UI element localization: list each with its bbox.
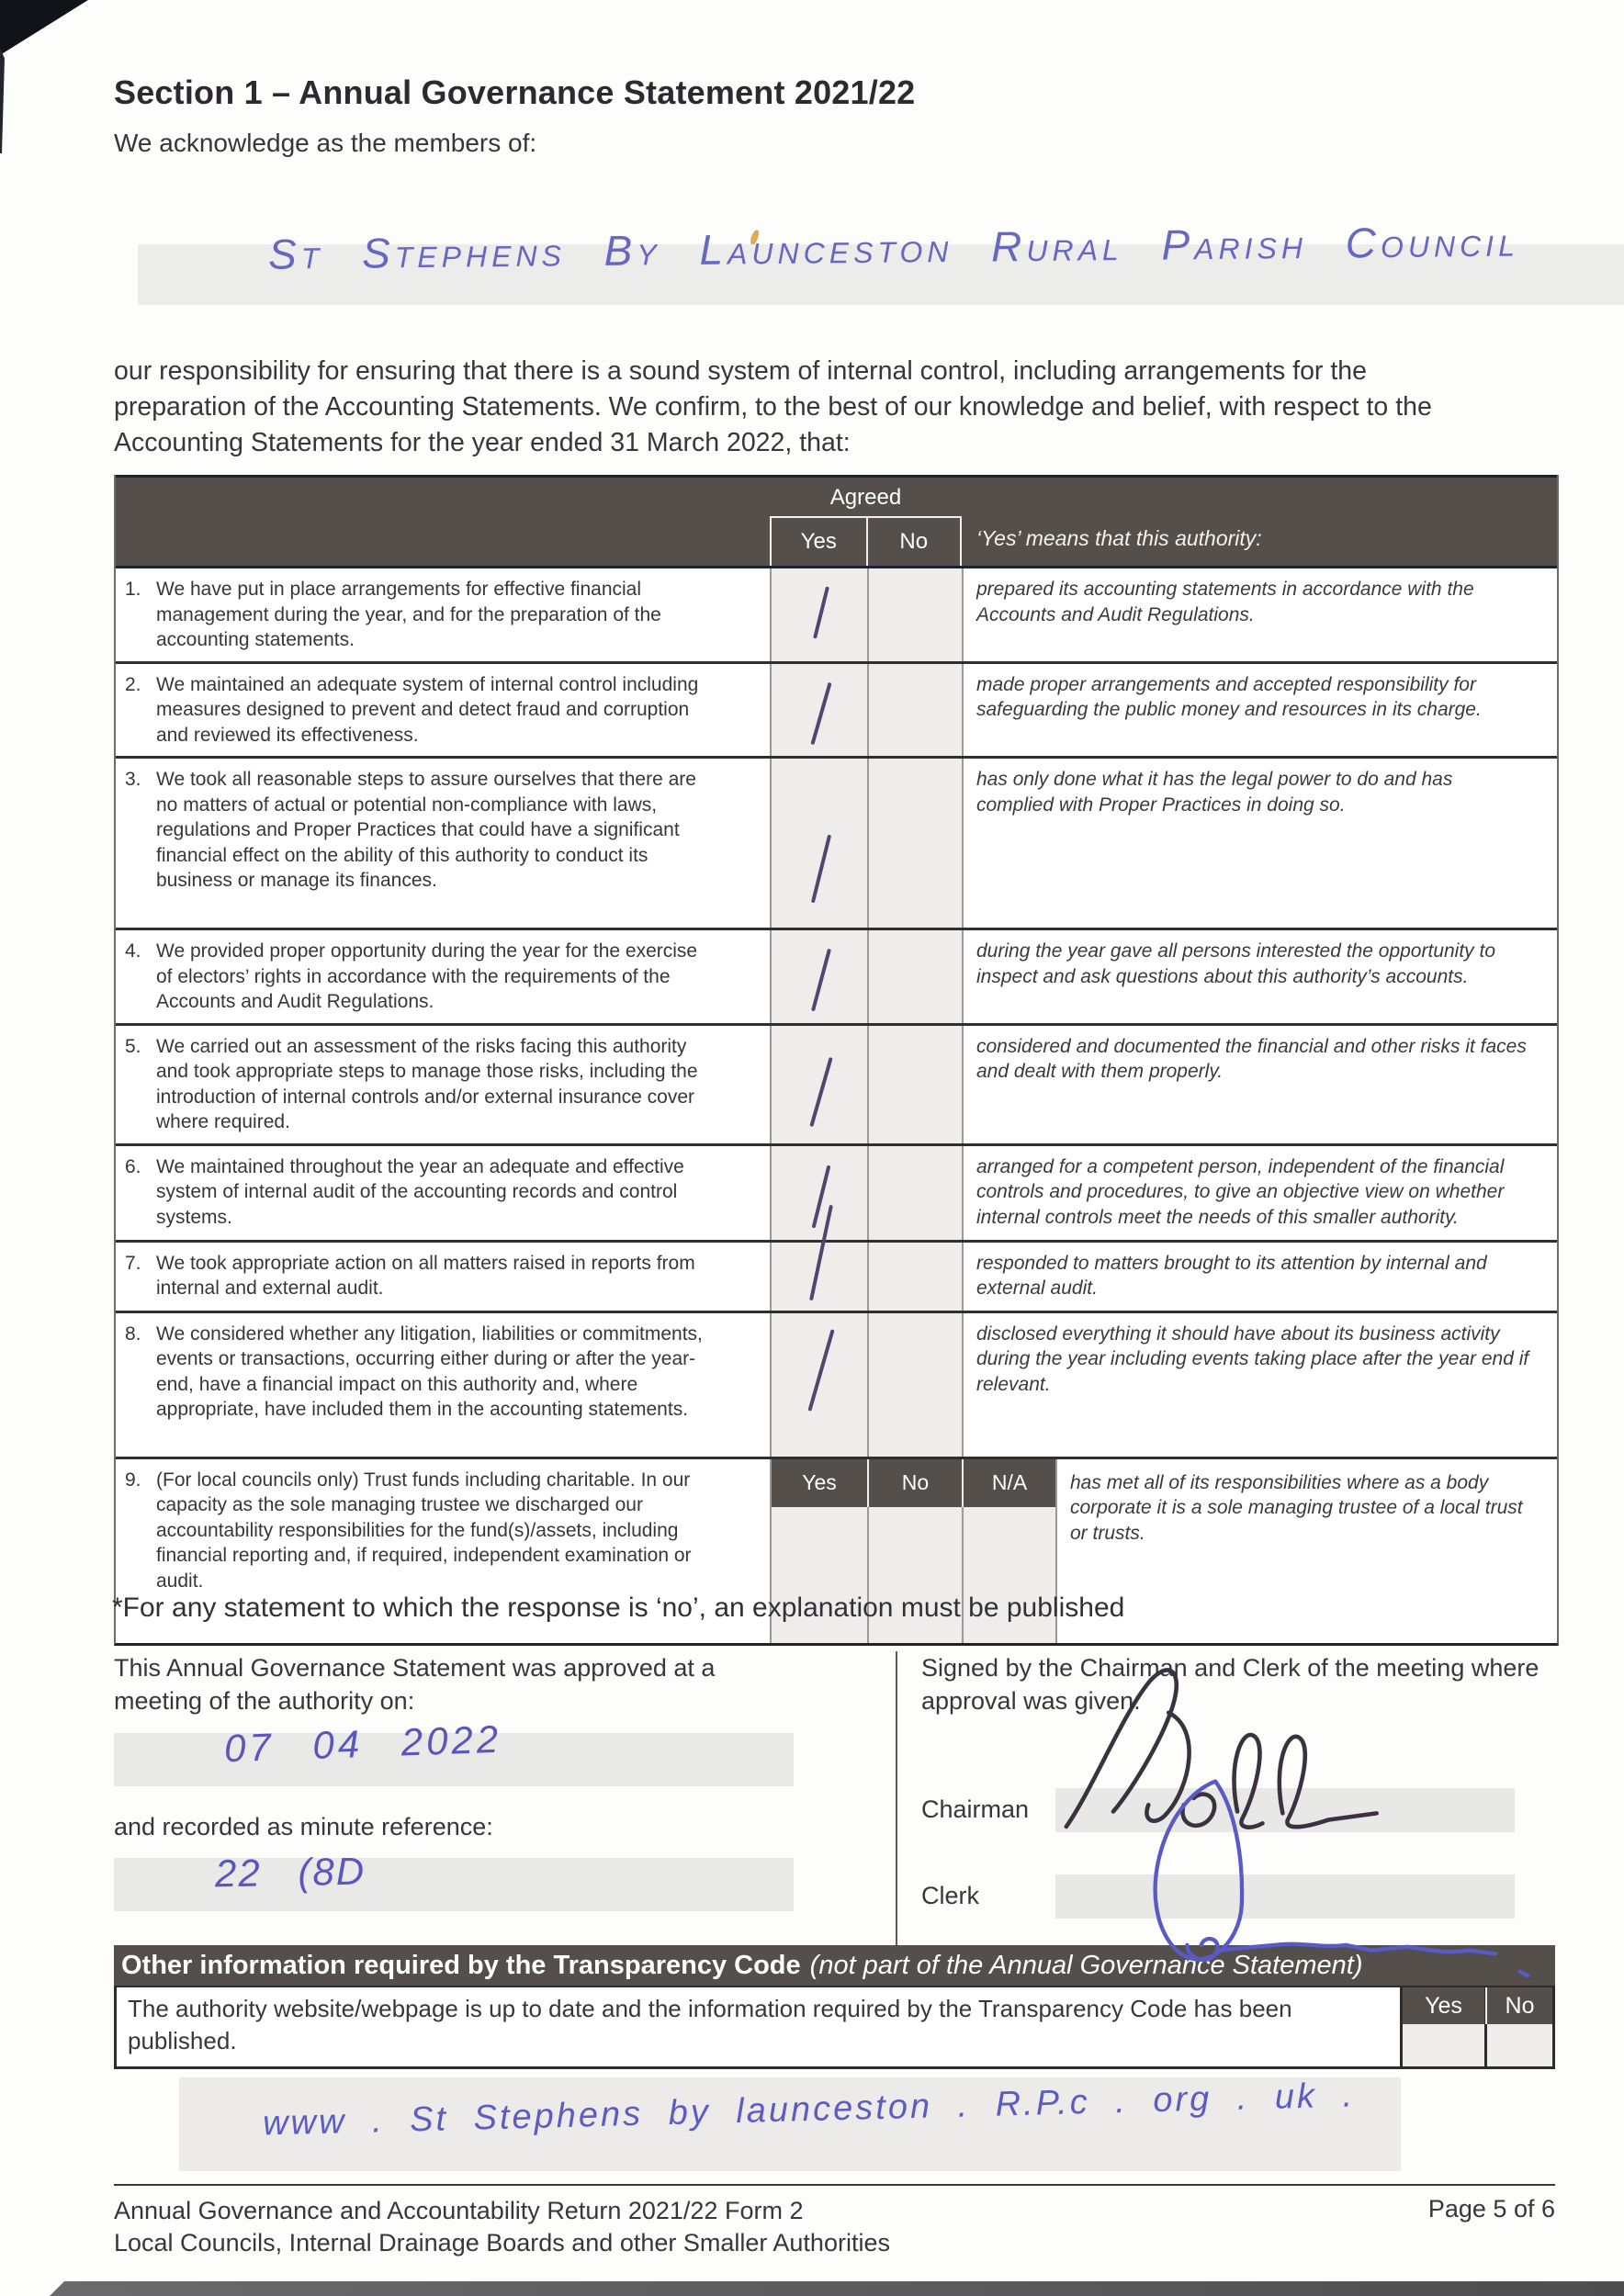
scan-corner-artifact [0,0,101,64]
transparency-yes-header: Yes [1403,1987,1484,2024]
yes-cell [770,568,867,661]
meaning-cell: made proper arrangements and accepted responsibility for safeguarding the public money and resources in its charge. [962,664,1557,757]
statement-cell [116,1146,770,1240]
statement-number: 4. [125,940,141,962]
tick-mark [811,948,831,1011]
meaning-cell: has met all of its responsibilities where as a body corporate it is a sole managing trustee of a local trust or trusts. [1055,1459,1557,1643]
statement-cell [116,1243,770,1311]
approval-date-field [114,1716,794,1786]
statement-number: 2. [125,673,141,695]
statement-text: We maintained throughout the year an adequate and effective system of internal audit of the accounting records and control systems. [156,1155,684,1228]
table-header-agreed [770,478,962,566]
trust-no-header: No [867,1459,962,1507]
approval-right-column [896,1651,1555,1945]
yes-cell [770,1146,867,1240]
governance-statement-table [114,475,1559,1646]
transparency-yes-cell [1400,1987,1484,2066]
clerk-label: Clerk [921,1882,980,1910]
transparency-statement-text: The authority website/webpage is up to date and the information required by the Transparency Code has been published. [128,1995,1292,2055]
statement-number: 7. [125,1252,141,1274]
trust-yes-header: Yes [772,1459,867,1507]
footer-line2: Local Councils, Internal Drainage Boards and other Smaller Authorities [114,2229,890,2257]
approval-statement-text: This Annual Governance Statement was approved at a meeting of the authority on: [114,1654,716,1716]
yes-cell [770,664,867,757]
transparency-statement-row [114,1986,1555,2069]
statement-text: We carried out an assessment of the risks facing this authority and took appropriate steps to manage those risks, including the introduction of internal controls and/or external insurance cover where required. [156,1035,698,1132]
statement-cell [116,664,770,757]
statement-row-7 [116,1240,1557,1311]
signed-by-text: Signed by the Chairman and Clerk of the meeting where approval was given: [921,1654,1539,1716]
footer-titles [114,2195,890,2259]
approval-left-column [114,1651,896,1945]
yes-cell [770,930,867,1023]
transparency-no-header: No [1485,1987,1552,2024]
page-title: Section 1 – Annual Governance Statement 2021/22 [114,73,916,111]
statement-row-2 [116,661,1557,757]
statement-text: We took appropriate action on all matters raised in reports from internal and external audit. [156,1252,695,1299]
yes-cell [770,1313,867,1457]
tick-mark [811,835,831,904]
statement-number: 3. [125,769,141,790]
statement-number: 1. [125,579,141,600]
page-number: Page 5 of 6 [1427,2195,1555,2223]
approval-section [114,1651,1555,1945]
no-cell [867,930,962,1023]
transparency-no-cell [1484,1987,1552,2066]
statement-text: We maintained an adequate system of internal control including measures designed to prevent and detect fraud and corruption and reviewed its effectiveness. [156,673,699,746]
statement-number: 6. [125,1155,141,1177]
statement-row-5 [116,1023,1557,1143]
no-column-header: No [866,518,961,566]
yes-no-header-box [770,516,962,566]
statement-row-4 [116,928,1557,1023]
statement-cell [116,1026,770,1143]
footer-line1: Annual Governance and Accountability Return 2021/22 Form 2 [114,2197,804,2224]
clerk-signature [1054,1773,1550,1984]
statement-row-6 [116,1143,1557,1240]
minute-reference-text: and recorded as minute reference: [114,1812,493,1840]
statement-row-1 [116,568,1557,661]
agreed-label: Agreed [829,485,902,510]
meaning-cell: prepared its accounting statements in accordance with the Accounts and Audit Regulations. [962,568,1557,661]
meaning-cell: during the year gave all persons interested the opportunity to inspect and ask questions about this authority’s accounts. [962,930,1557,1023]
statement-cell [116,1313,770,1457]
statement-text: (For local councils only) Trust funds including charitable. In our capacity as the sole managing trustee we discharged our accountability responsibilities for the fund(s)/assets, including financial reporting and, if required, independent examination or audit. [156,1469,692,1592]
yes-column-header: Yes [800,529,837,554]
trust-na-header: N/A [962,1459,1055,1507]
no-cell [867,1026,962,1143]
page-footer [114,2184,1555,2259]
no-response-footnote: *For any statement to which the response is ‘no’, an explanation must be published [112,1593,1125,1623]
tick-mark [809,1056,832,1126]
statement-number: 8. [125,1322,141,1345]
meaning-column-header: ‘Yes’ means that this authority: [976,526,1262,550]
statement-row-8 [116,1311,1557,1457]
yes-cell [770,759,867,928]
no-cell [867,664,962,757]
no-cell [867,568,962,661]
minute-reference-field [114,1849,794,1911]
tick-mark [810,682,831,745]
chairman-label: Chairman [921,1795,1030,1824]
table-header-statement-cell [116,478,770,566]
statement-number: 9. [125,1469,141,1491]
meaning-cell: disclosed everything it should have about its business activity during the year including events taking place after the year end if relevant. [962,1313,1557,1457]
table-header [116,475,1557,568]
tick-mark [807,1329,834,1412]
yes-cell [770,1243,867,1311]
meaning-cell: responded to matters brought to its attention by internal and external audit. [962,1243,1557,1311]
statement-number: 5. [125,1035,141,1057]
yes-cell [770,1026,867,1143]
table-rows [116,568,1557,1643]
statement-row-3 [116,756,1557,928]
meaning-cell: arranged for a competent person, independent of the financial controls and procedures, to give an objective view on whether internal controls meet the needs of this smaller authority. [962,1146,1557,1240]
authority-name-handwriting: St Stephens By Launceston Rural Parish Council [267,217,1520,278]
no-cell [867,1313,962,1457]
transparency-header-bold: Other information required by the Transparency Code [121,1950,801,1980]
statement-cell [116,930,770,1023]
intro-paragraph: our responsibility for ensuring that there is a sound system of internal control, including arrangements for the preparation of the Accounting Statements. We confirm, to the best of our knowledge and belief, with respect to the Accounting Statements for the year ended 31 March 2022, that: [114,356,1432,458]
no-cell [867,1146,962,1240]
statement-cell [116,759,770,928]
statement-text: We considered whether any litigation, liabilities or commitments, events or transactions, occurring either during or after the year-end, have a financial impact on this authority and, where appropriate, have included them in the accounting statements. [156,1322,703,1420]
approval-date-handwriting: 07 04 2022 [223,1716,502,1771]
statement-cell [116,568,770,661]
statement-text: We provided proper opportunity during the year for the exercise of electors’ rights in accordance with the requirements of the Accounts and Audit Regulations. [156,940,698,1012]
acknowledge-line: We acknowledge as the members of: [114,129,537,157]
scan-bottom-edge-artifact [50,2281,1624,2296]
meaning-cell: considered and documented the financial and other risks it faces and dealt with them properly. [962,1026,1557,1143]
scan-edge-artifact [0,48,5,153]
no-cell [867,1243,962,1311]
meaning-cell: has only done what it has the legal power to do and has complied with Proper Practices in doing so. [962,759,1557,928]
minute-reference-handwriting: 22 (8D [214,1849,367,1896]
no-cell [867,759,962,928]
statement-text: We took all reasonable steps to assure ourselves that there are no matters of actual or potential non-compliance with laws, regulations and Proper Practices that could have a significant financial effect on the ability of this authority to conduct its business or manage its finances. [156,769,696,891]
website-handwriting: www . St Stephens by launceston . R.P.c . org . uk . [262,2076,1356,2144]
transparency-header-italic: (not part of the Annual Governance Statement) [809,1950,1363,1980]
statement-text: We have put in place arrangements for effective financial management during the year, and for the preparation of the accounting statements. [156,579,661,650]
tick-mark [813,587,829,639]
